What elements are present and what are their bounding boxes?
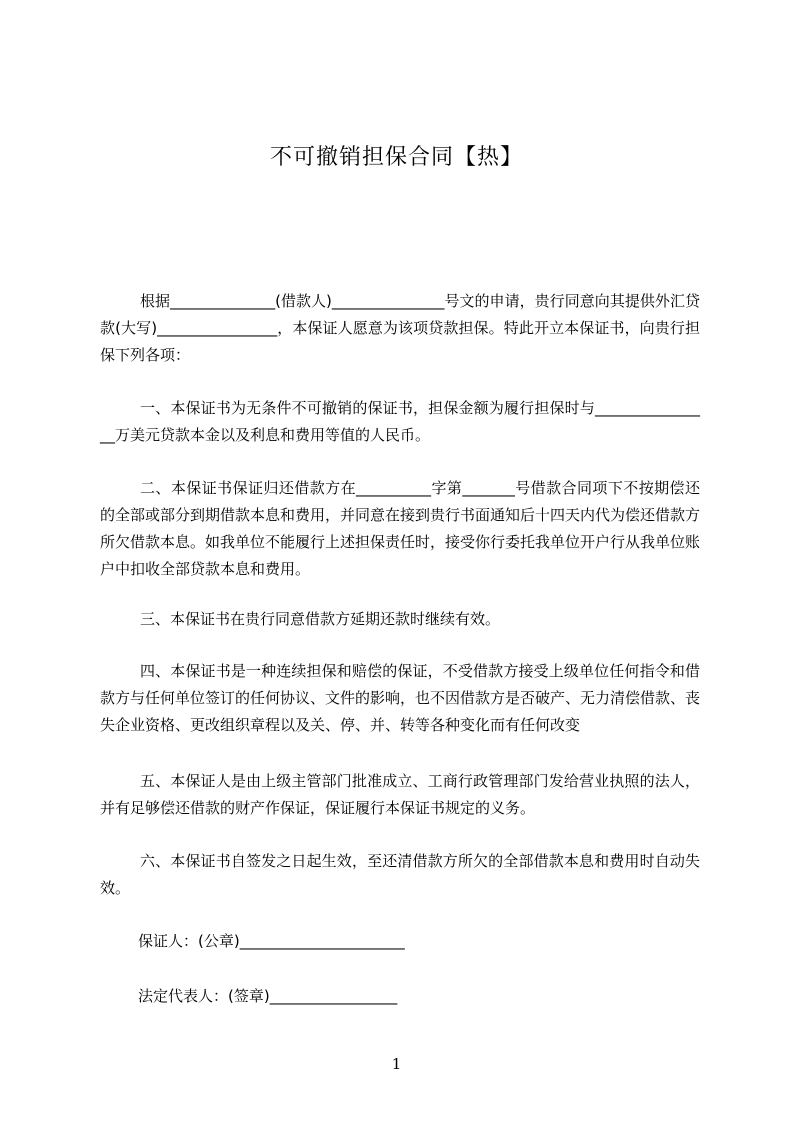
paragraph-clause-3: 三、本保证书在贵行同意借款方延期还款时继续有效。 [140,610,501,628]
paragraph-clause-2: 二、本保证书保证归还借款方在__________字第_______号借款合同项下不按期偿还的全部或部分到期借款本息和费用，并同意在接到贵行书面通知后十四天内代为偿还借款方所欠借款本息。如我单位不能履行上述担保责任时，接受你行委托我单位开户行从我单位账户中扣收全部贷款本息和费用。 [100,479,701,578]
page-number: 1 [391,1055,402,1073]
paragraph-intro: 根据______________(借款人)_______________号文的申请，贵行同意向其提供外汇贷款(大写)________________，本保证人愿意为该项贷款担保。特此开立本保证书，向贵行担保下列各项： [100,292,700,364]
document-title: 不可撤销担保合同【热】 [269,145,523,170]
paragraph-clause-5: 五、本保证人是由上级主管部门批准成立、工商行政管理部门发给营业执照的法人，并有足够偿还借款的财产作保证，保证履行本保证书规定的义务。 [100,772,700,817]
paragraph-clause-1: 一、本保证书为无条件不可撤销的保证书，担保金额为履行担保时与________________万美元贷款本金以及利息和费用等值的人民币。 [100,399,700,444]
guarantor-signature-line: 保证人：(公章)______________________ [138,932,405,950]
paragraph-clause-4: 四、本保证书是一种连续担保和赔偿的保证，不受借款方接受上级单位任何指令和借款方与任何单位签订的任何协议、文件的影响，也不因借款方是否破产、无力清偿借款、丧失企业资格、更改组织章程以及关、停、并、转等各种变化而有任何改变 [100,662,701,734]
paragraph-clause-6: 六、本保证书自签发之日起生效，至还清借款方所欠的全部借款本息和费用时自动失效。 [100,852,700,897]
legal-representative-signature-line: 法定代表人：(签章)_________________ [138,987,398,1005]
